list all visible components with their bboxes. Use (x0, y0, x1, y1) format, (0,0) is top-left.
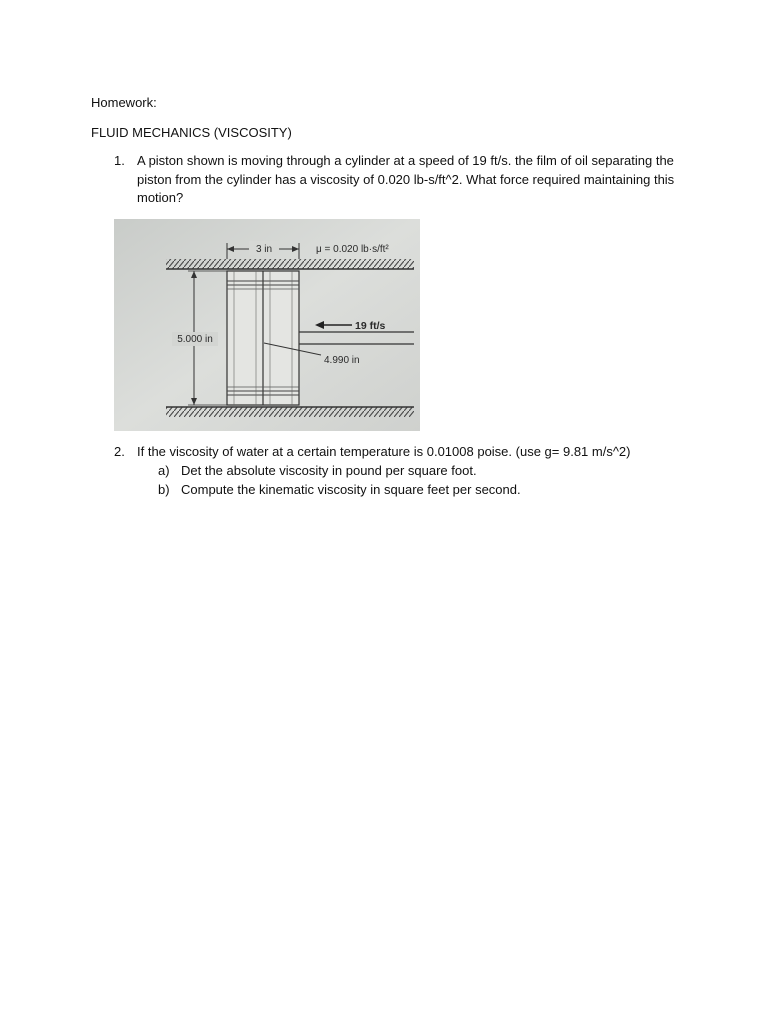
piston (227, 271, 299, 405)
cylinder-diameter-label: 5.000 in (177, 334, 213, 345)
piston-cylinder-figure (114, 219, 420, 431)
speed-label: 19 ft/s (355, 320, 386, 332)
piston-diameter-label: 4.990 in (324, 355, 360, 366)
question-2-part-b-label: b) (158, 482, 170, 497)
question-1-line-2: piston from the cylinder has a viscosity of 0.020 lb-s/ft^2. What force required maintaining this (137, 172, 675, 187)
viscosity-label: μ = 0.020 lb·s/ft² (316, 244, 389, 255)
question-1-line-1: A piston shown is moving through a cylinder at a speed of 19 ft/s. the film of oil separating the (137, 153, 674, 168)
subject-title: FLUID MECHANICS (VISCOSITY) (91, 125, 292, 140)
length-label: 3 in (255, 244, 273, 255)
question-2-part-a-label: a) (158, 463, 170, 478)
question-2-part-b-text: Compute the kinematic viscosity in square feet per second. (181, 482, 521, 497)
question-1-number: 1. (114, 153, 125, 168)
question-2-part-a-text: Det the absolute viscosity in pound per square foot. (181, 463, 477, 478)
question-1-line-3: motion? (137, 190, 184, 205)
top-wall-hatch (166, 259, 414, 269)
bottom-wall-hatch (166, 407, 414, 417)
homework-heading: Homework: (91, 95, 157, 110)
question-2-number: 2. (114, 444, 125, 459)
question-2-line-1: If the viscosity of water at a certain temperature is 0.01008 poise. (use g= 9.81 m/s^2) (137, 444, 631, 459)
